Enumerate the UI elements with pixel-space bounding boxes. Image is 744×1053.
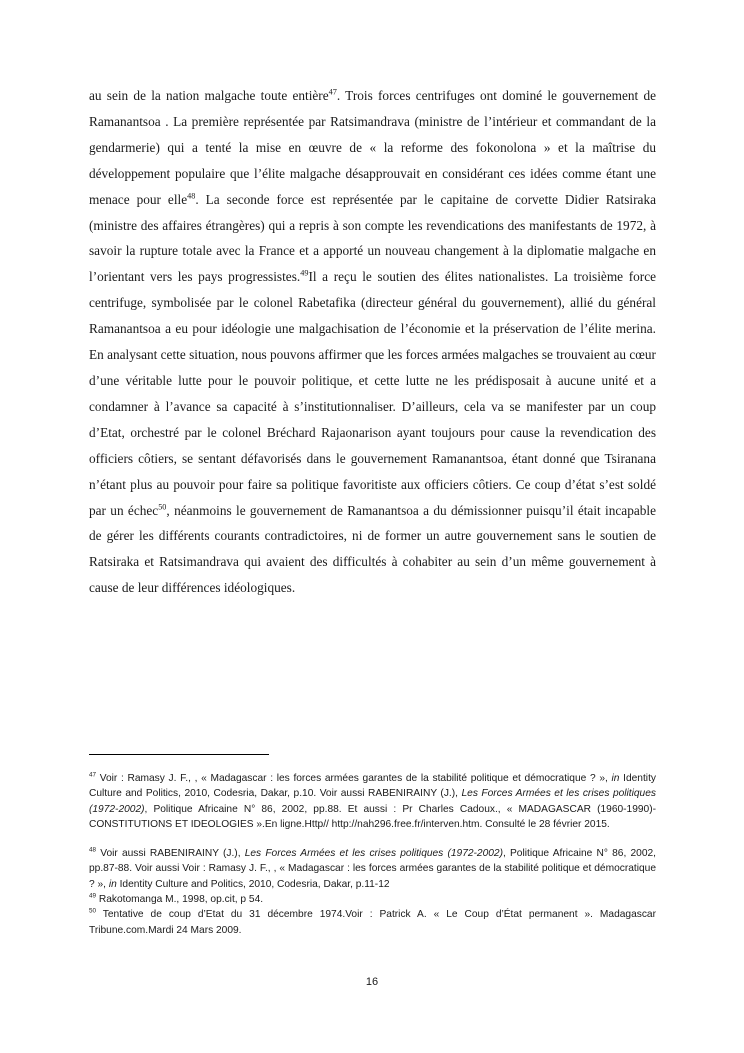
footnote-ref-48[interactable]: 48 xyxy=(187,191,196,201)
footnote-text: Identity Culture and Politics, 2010, Codesria, Dakar, p.11-12 xyxy=(116,878,390,890)
footnote-number: 50 xyxy=(89,907,97,915)
footnote-italic: in xyxy=(611,773,620,784)
footnote-48 xyxy=(89,846,656,892)
body-text-segment: . Trois forces centrifuges ont dominé le gouvernement de Ramanantsoa . La première représentée par Ratsimandrava (ministre de l’intérieur et commandant de la gendarmerie) qui a tenté la mise en œuvre de « la reforme des fokonolona » et la maîtrise du développement populaire que l’élite malgache désapprouvait en considérant ces idées comme étant une menace pour elle xyxy=(89,88,656,207)
footnote-ref-47[interactable]: 47 xyxy=(328,87,337,97)
footnote-ref-49[interactable]: 49 xyxy=(300,268,309,278)
body-paragraph xyxy=(89,83,656,601)
footnote-49 xyxy=(89,892,656,907)
body-text-segment: Il a reçu le soutien des élites nationalistes. La troisième force centrifuge, symbolisée par le colonel Rabetafika (directeur général du gouvernement), allié du général Ramanantsoa a eu pour idéologie une malgachisation de l’économie et la préservation de l’élite merina. En analysant cette situation, nous pouvons affirmer que les forces armées malgaches se trouvaient au cœur d’une véritable lutte pour le pouvoir politique, et cette lutte ne les prédisposait à aucune unité et a condamner à l’avance sa capacité à s’institutionnaliser. D’ailleurs, cela va se manifester par un coup d’Etat, orchestré par le colonel Bréchard Rajaonarison ayant toujours pour cause la revendication des officiers côtiers, se sentant défavorisés dans le gouvernement Ramanantsoa, étant donné que Tsiranana n’étant plus au pouvoir pour faire sa politique favoritiste aux officiers côtiers. Ce coup d’état s’est soldé par un échec xyxy=(89,269,656,518)
footnote-italic-title: Les Forces Armées et les crises politiques (1972-2002) xyxy=(89,788,656,815)
footnote-text: , Politique Africaine N° 86, 2002, pp.87-88. Voir aussi Voir : Ramasy J. F., , « Madagascar : les forces armées garantes de la stabilité politique et démocratique ? », xyxy=(89,848,656,890)
footnote-italic: in xyxy=(108,878,117,890)
footnote-text: Voir : Ramasy J. F., , « Madagascar : les forces armées garantes de la stabilité politique et démocratique ? », xyxy=(96,773,612,784)
footnote-text: Tentative de coup d’Etat du 31 décembre 1974.Voir : Patrick A. « Le Coup d’État permanent ». Madagascar Tribune.com.Mardi 24 Mars 2009. xyxy=(89,909,656,936)
body-text-segment: au sein de la nation malgache toute entière xyxy=(89,88,329,103)
footnote-number: 47 xyxy=(89,771,97,779)
body-text-segment: . La seconde force est représentée par le capitaine de corvette Didier Ratsiraka (ministre des affaires étrangères) qui a repris à son compte les revendications des manifestants de 1972, à savoir la rupture totale avec la France et a apporté un nouveau changement à la diplomatie malgache en l’orientant vers les pays progressistes. xyxy=(89,191,656,285)
footnote-number: 48 xyxy=(89,846,97,854)
footnote-ref-50[interactable]: 50 xyxy=(158,502,167,512)
footnote-separator xyxy=(89,754,269,755)
footnote-number: 49 xyxy=(89,892,97,900)
footnote-text: , Politique Africaine N° 86, 2002, pp.88. Et aussi : Pr Charles Cadoux., « MADAGASCAR (1960-1990)-CONSTITUTIONS ET IDEOLOGIES ».En ligne.Http// http://nah296.free.fr/interven.htm. Consulté le 28 février 2015. xyxy=(89,803,656,830)
footnote-text: Rakotomanga M., 1998, op.cit, p 54. xyxy=(96,894,264,906)
footnote-text: Voir aussi RABENIRAINY (J.), xyxy=(96,848,245,860)
body-text-segment: , néanmoins le gouvernement de Ramanantsoa a du démissionner puisqu’il était incapable de gérer les différents courants contradictoires, ni de former un autre gouvernement sans le soutien de Ratsiraka et Ratsimandrava qui avaient des difficultés à cohabiter au sein d’un même gouvernement à cause de leur différences idéologiques. xyxy=(89,502,656,596)
footnote-47 xyxy=(89,771,656,832)
footnote-italic-title: Les Forces Armées et les crises politiques (1972-2002) xyxy=(244,848,503,860)
footnote-50 xyxy=(89,907,656,938)
footnotes-section xyxy=(89,771,656,938)
footnote-text: Identity Culture and Politics, 2010, Codesria, Dakar, p.10. Voir aussi RABENIRAINY (J.), xyxy=(89,773,656,800)
page-number: 16 xyxy=(365,976,379,988)
